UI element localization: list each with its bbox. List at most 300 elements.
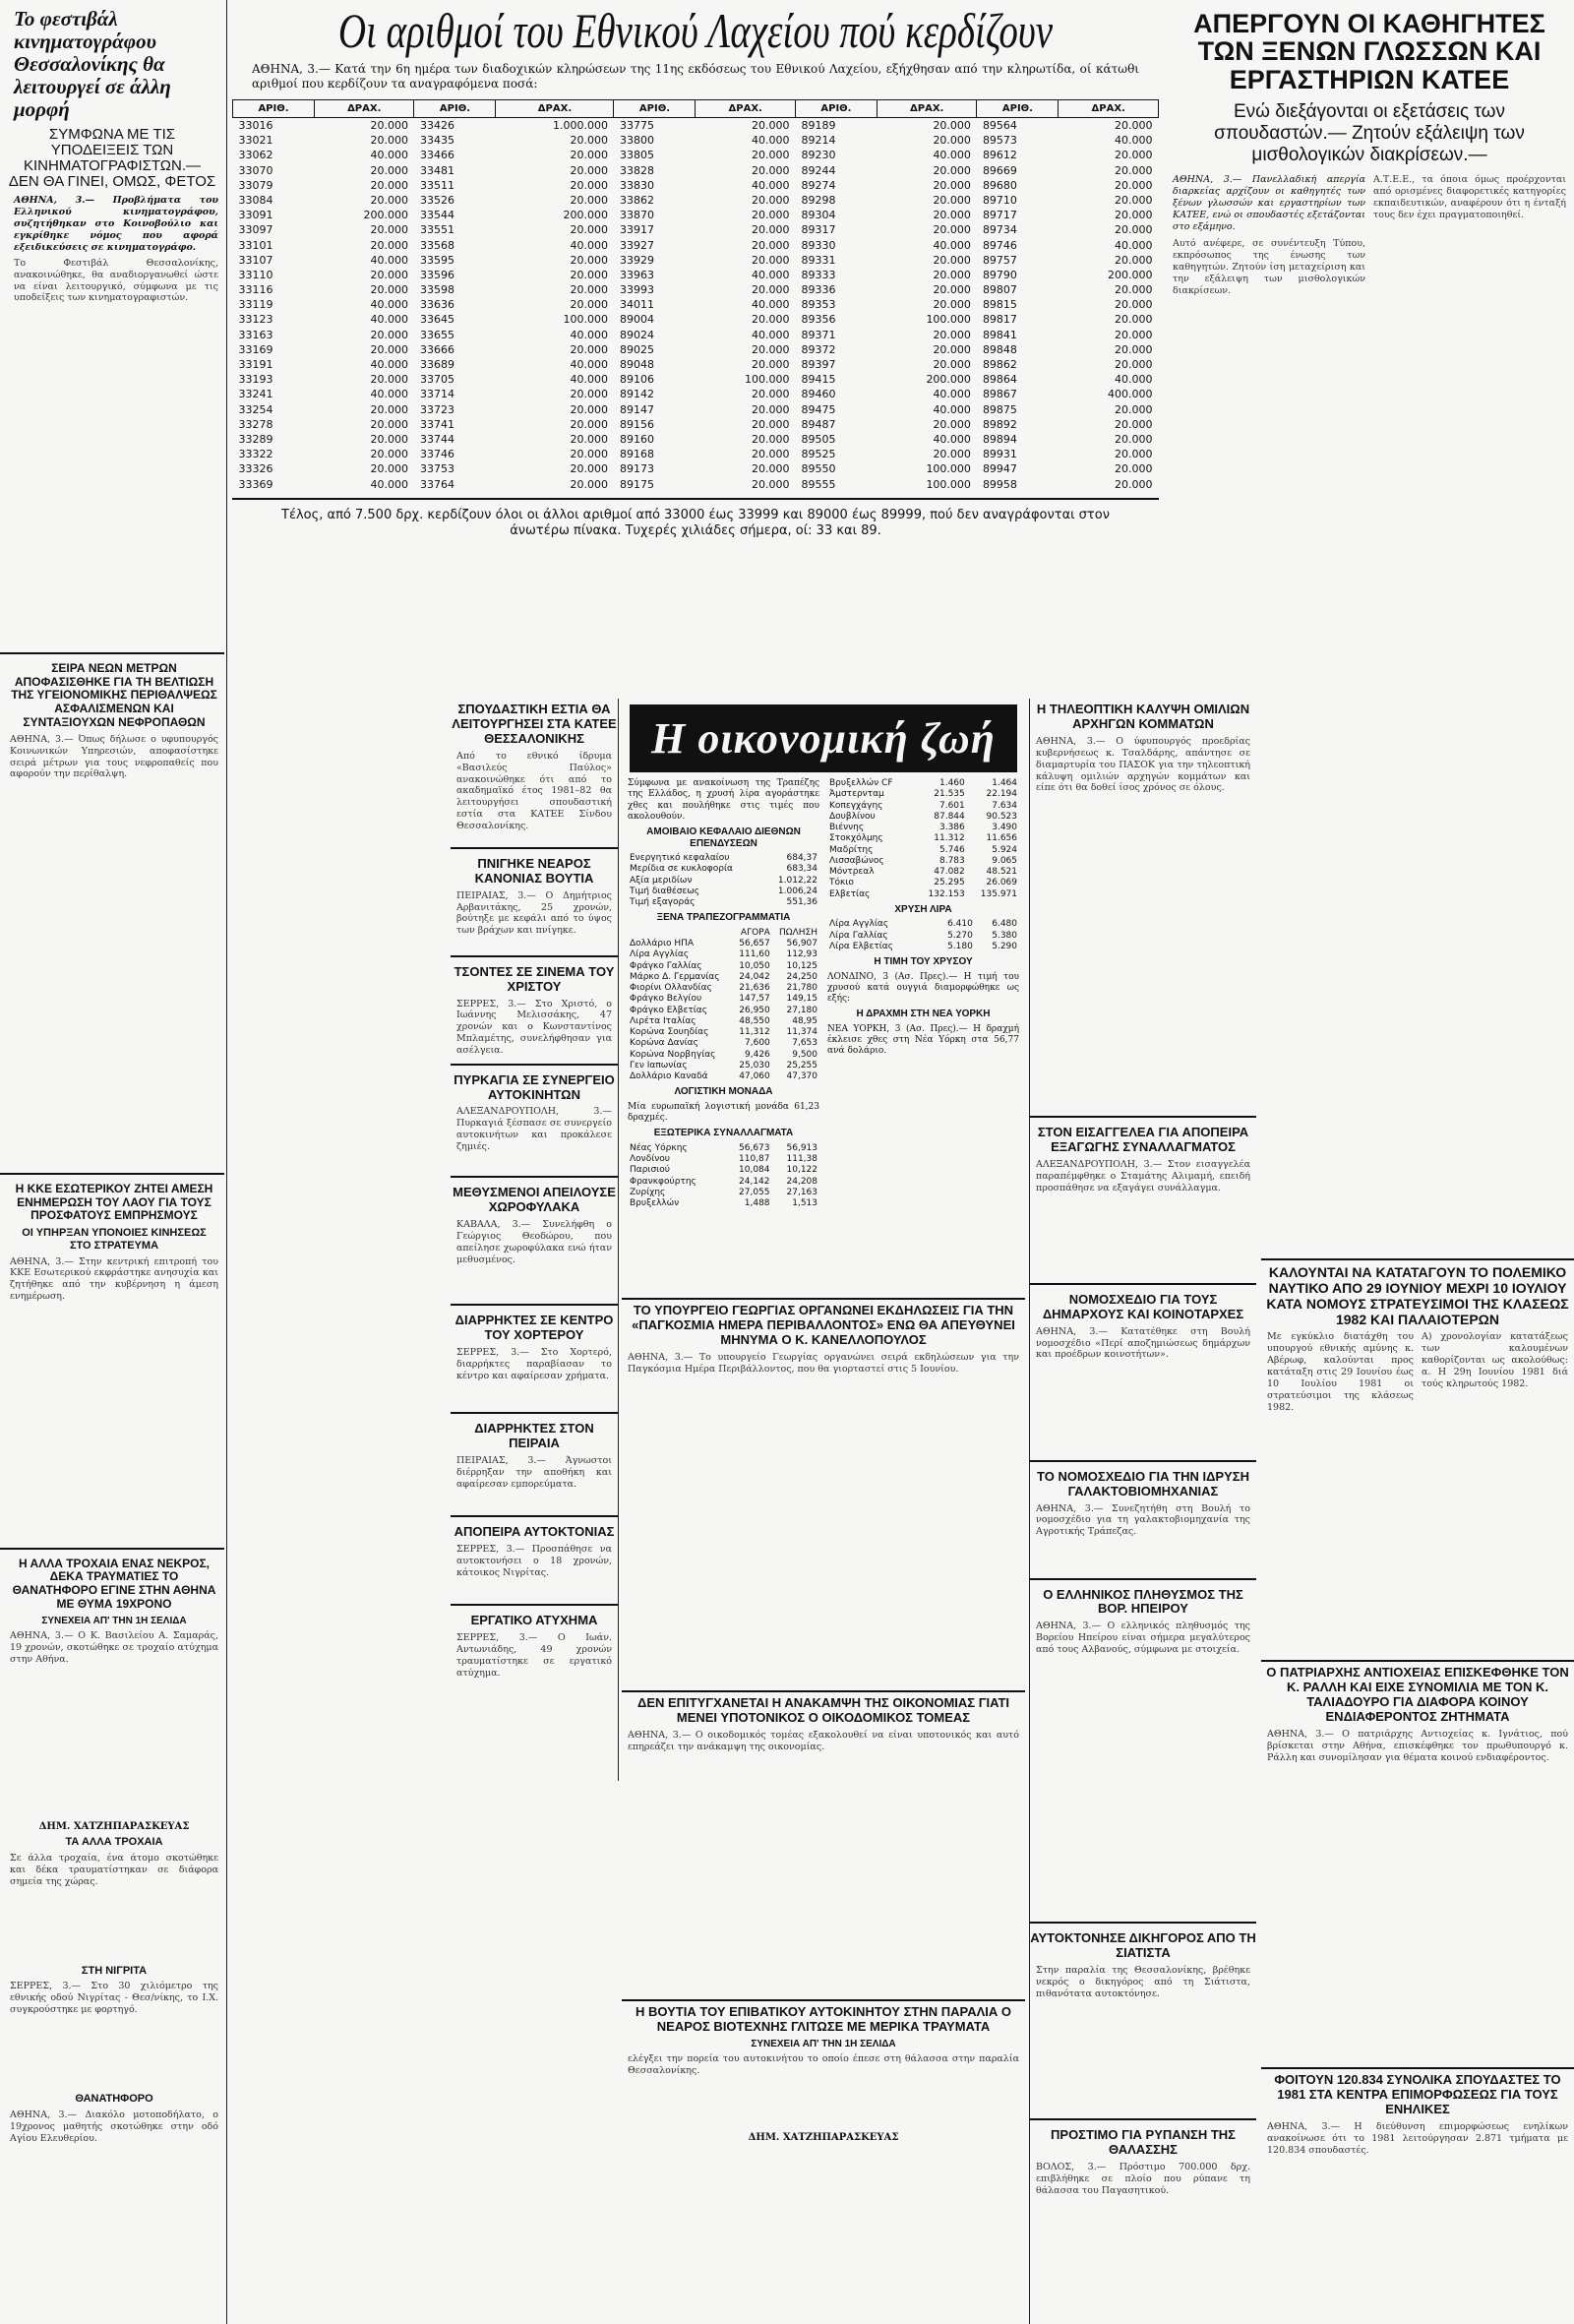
lottery-amount: 20.000: [751, 342, 790, 356]
lottery-amount: 20.000: [570, 402, 608, 416]
lottery-amount: 1.000.000: [552, 119, 608, 132]
tv-coverage-headline: Η ΤΗΛΕΟΠΤΙΚΗ ΚΑΛΥΨΗ ΟΜΙΛΙΩΝ ΑΡΧΗΓΩΝ ΚΟΜΜΑΤΩΝ: [1036, 702, 1250, 731]
fx-row-cell: [628, 928, 733, 939]
rate-row-cell: 11.656: [986, 833, 1017, 844]
fx-row-cell: 21,780: [786, 983, 817, 993]
dairy-bill-headline: ΤΟ ΝΟΜΟΣΧΕΔΙΟ ΓΙΑ ΤΗΝ ΙΔΡΥΣΗ ΓΑΛΑΚΤΟΒΙΟΜΗΧΑΝΙΑΣ: [1037, 1468, 1249, 1498]
lottery-number: 89230: [801, 149, 836, 162]
kke-headline: Η ΚΚΕ ΕΣΩΤΕΡΙΚΟΥ ΖΗΤΕΙ ΑΜΕΣΗ ΕΝΗΜΕΡΩΣΗ ΤΟΥ ΛΑΟΥ ΓΙΑ ΤΟΥΣ ΠΡΟΣΦΑΤΟΥΣ ΕΜΠΡΗΣΜΟΥΣ: [15, 1181, 213, 1223]
lottery-header-cell: ΔΡΑΧ.: [696, 100, 796, 118]
lottery-amount: 20.000: [751, 223, 790, 237]
lottery-number: 33544: [419, 209, 454, 222]
lottery-amount: 20.000: [933, 119, 971, 132]
work-accident-headline: ΕΡΓΑΤΙΚΟ ΑΤΥΧΗΜΑ: [470, 1613, 598, 1627]
fx-row-cell: Φράγκο Γαλλίας: [630, 960, 702, 971]
lottery-amount: 20.000: [1115, 432, 1153, 446]
fx-row-cell: Δολλάριο Καναδά: [630, 1071, 708, 1081]
mutual-fund-row-cell: Ενεργητικό κεφαλαίου: [630, 853, 730, 863]
rate-row-cell: 7.634: [992, 800, 1017, 811]
lottery-number: 89505: [801, 432, 836, 446]
fx-row-cell: 21,636: [739, 983, 770, 993]
lottery-number: 33289: [238, 432, 273, 446]
lottery-amount: 100.000: [926, 477, 971, 491]
burglars-chortero-body: ΣΕΡΡΕΣ, 3.— Στο Χορτερό, διαρρήκτες παραβίασαν το κέντρο και αφαίρεσαν χρήματα.: [456, 1347, 612, 1381]
construction-headline: ΔΕΝ ΕΠΙΤΥΓΧΑΝΕΤΑΙ Η ΑΝΑΚΑΜΨΗ ΤΗΣ ΟΙΚΟΝΟΜΙΑΣ ΓΙΑΤΙ ΜΕΝΕΙ ΥΠΟΤΟΝΙΚΟΣ Ο ΟΙΚΟΔΟΜΙΚΟΣ ΤΟΜΕΑΣ: [622, 1690, 1025, 1726]
fx-row: [628, 972, 819, 983]
lottery-section: [232, 0, 1159, 694]
lottery-number: 33326: [238, 462, 273, 476]
other-traffic-body: Σε άλλα τροχαία, ένα άτομο σκοτώθηκε και δέκα τραυματίστηκαν σε διάφορα σημεία της χώρας.: [10, 1852, 218, 1887]
lottery-number: 89862: [982, 358, 1017, 371]
fx-row-cell: ΠΩΛΗΣΗ: [778, 927, 817, 938]
mutual-fund-row: [628, 897, 819, 908]
lottery-amount: 20.000: [751, 163, 790, 177]
lottery-amount: 40.000: [933, 388, 971, 401]
lottery-header-cell: ΑΡΙΘ.: [414, 100, 496, 118]
rate-row-cell: Ελβετίας: [829, 888, 871, 899]
lottery-amount: 20.000: [370, 342, 408, 356]
lottery-amount: 20.000: [1115, 448, 1153, 461]
lottery-amount: 20.000: [570, 342, 608, 356]
lottery-amount: 40.000: [751, 178, 790, 192]
car-dive-continued: ΣΥΝΕΧΕΙΑ ΑΠ' ΤΗΝ 1Η ΣΕΛΙΔΑ: [751, 2038, 896, 2049]
lottery-amount: 20.000: [570, 388, 608, 401]
lottery-number: 33481: [419, 163, 454, 177]
lottery-number: 89894: [982, 432, 1017, 446]
lottery-number: 89807: [982, 283, 1017, 297]
lottery-amount: 20.000: [1115, 402, 1153, 416]
cinema-body: ΣΕΡΡΕΣ, 3.— Στο Χριστό, ο Ιωάννης Μελισσάκης, 47 χρονών και ο Κωνσταντίνος Μπλαμέτης, συνελήφθησαν για ασέλγεια.: [456, 998, 612, 1057]
rate-row: [827, 801, 1019, 812]
lottery-number: 33636: [419, 298, 454, 312]
fx-row-cell: 7,600: [745, 1038, 770, 1049]
lottery-number: 89214: [801, 134, 836, 148]
lottery-number: 89024: [619, 328, 654, 341]
lottery-amount: 40.000: [570, 358, 608, 371]
mutual-fund-row-cell: 684,37: [786, 853, 817, 863]
column-mid-right: [1029, 699, 1256, 2324]
currency-export-headline: ΣΤΟΝ ΕΙΣΑΓΓΕΛΕΑ ΓΙΑ ΑΠΟΠΕΙΡΑ ΕΞΑΓΩΓΗΣ ΣΥΝΑΛΛΑΓΜΑΤΟΣ: [1037, 1124, 1249, 1154]
lottery-amount: 20.000: [933, 163, 971, 177]
external-fx-row-cell: Λονδίνου: [630, 1154, 670, 1164]
lottery-number: 33169: [238, 342, 273, 356]
lottery-row: [233, 193, 1159, 208]
lottery-number: 89173: [619, 462, 654, 476]
lottery-number: 33079: [238, 178, 273, 192]
rate-row: [827, 856, 1019, 867]
lottery-amount: 20.000: [751, 402, 790, 416]
lottery-amount: 20.000: [751, 313, 790, 327]
lottery-amount: 20.000: [751, 417, 790, 431]
lottery-row: [233, 238, 1159, 253]
lottery-amount: 20.000: [933, 298, 971, 312]
fatal-body: ΑΘΗΝΑ, 3.— Διακόλο μοτοποδήλατο, ο 19χρονος μαθητής σκοτώθηκε στην οδό Αγίου Ελευθερίου.: [10, 2110, 218, 2144]
external-fx-row-cell: Βρυξελλών: [630, 1198, 680, 1208]
mutual-fund-heading: ΑΜΟΙΒΑΙΟ ΚΕΦΑΛΑΙΟ ΔΙΕΘΝΩΝ ΕΠΕΝΔΥΣΕΩΝ: [646, 826, 801, 849]
lottery-number: 33830: [619, 178, 654, 192]
fx-row: [628, 939, 819, 949]
lottery-amount: 20.000: [933, 342, 971, 356]
mutual-fund-row-cell: Αξία μεριδίων: [630, 875, 693, 886]
lottery-amount: 20.000: [751, 477, 790, 491]
fx-row-cell: Μάρκο Δ. Γερμανίας: [630, 971, 720, 982]
environment-body: ΑΘΗΝΑ, 3.— Το υπουργείο Γεωργίας οργανώνει σειρά εκδηλώσεων για την Παγκόσμια Ημέρα Περιβάλλοντος, που θα γιορταστεί στις 5 Ιουνίου.: [628, 1351, 1019, 1375]
kke-body: ΑΘΗΝΑ, 3.— Στην κεντρική επιτροπή του ΚΚΕ Εσωτερικού εκφράστηκε ανησυχία και ζητήθηκε από την κυβέρνηση η άμεση ενημέρωση.: [10, 1255, 218, 1303]
lottery-amount: 20.000: [570, 134, 608, 148]
lottery-number: 33705: [419, 373, 454, 387]
lottery-amount: 40.000: [933, 432, 971, 446]
lottery-number: 89947: [982, 462, 1017, 476]
gold-sovereign-row: [827, 931, 1019, 942]
lottery-number: 33666: [419, 342, 454, 356]
lottery-number: 89550: [801, 462, 836, 476]
accounting-unit-body: Μία ευρωπαϊκή λογιστική μονάδα 61,23 δραχμές.: [628, 1101, 819, 1123]
lottery-number: 89487: [801, 417, 836, 431]
lottery-number: 33091: [238, 209, 273, 222]
rate-row-cell: 48.521: [986, 867, 1017, 877]
lottery-number: 33775: [619, 119, 654, 132]
lottery-amount: 40.000: [1115, 373, 1153, 387]
mutual-fund-row-cell: Μερίδια σε κυκλοφορία: [630, 864, 733, 875]
dairy-bill-body: ΑΘΗΝΑ, 3.— Συνεζητήθη στη Βουλή το νομοσχέδιο για τη γαλακτοβιομηχανία της Αγροτικής Τράπεζας.: [1036, 1502, 1250, 1538]
lottery-amount: 20.000: [933, 328, 971, 341]
teachers-body-1: ΑΘΗΝΑ, 3.— Πανελλαδική απεργία διαρκείας αρχίζουν οι καθηγητές των ξένων γλωσσών και εργαστηρίων των ΚΑΤΕΕ, ενώ οι σπουδαστές εξετάζονται στο εξάμηνο.: [1173, 174, 1365, 232]
lottery-number: 33278: [238, 417, 273, 431]
fx-row-cell: 11,312: [739, 1027, 770, 1037]
gold-sovereign-row-cell: 6.410: [947, 919, 973, 930]
lottery-number: 89680: [982, 178, 1017, 192]
lottery-row: [233, 387, 1159, 401]
fx-row-cell: 149,15: [786, 994, 817, 1005]
external-fx-row-cell: 27,055: [739, 1187, 770, 1197]
lottery-row: [233, 312, 1159, 327]
traffic-body: ΑΘΗΝΑ, 3.— Ο Κ. Βασιλείου Α. Σαμαράς, 19 χρονών, σκοτώθηκε σε τροχαίο ατύχημα στην Αθήνα.: [10, 1630, 218, 1665]
lottery-amount: 100.000: [926, 462, 971, 476]
external-fx-heading: ΕΞΩΤΕΡΙΚΑ ΣΥΝΑΛΛΑΓΜΑΤΑ: [653, 1128, 794, 1139]
environment-headline: ΤΟ ΥΠΟΥΡΓΕΙΟ ΓΕΩΡΓΙΑΣ ΟΡΓΑΝΩΝΕΙ ΕΚΔΗΛΩΣΕΙΣ ΓΙΑ ΤΗΝ «ΠΑΓΚΟΣΜΙΑ ΗΜΕΡΑ ΠΕΡΙΒΑΛΛΟΝΤΟΣ» ΕΝΩ ΘΑ ΑΠΕΥΘΥΝΕΙ ΜΗΝΥΜΑ Ο Κ. ΚΑΝΕΛΛΟΠΟΥΛΟΣ: [622, 1298, 1025, 1348]
rate-row-cell: 8.783: [938, 855, 965, 866]
lottery-number: 89717: [982, 209, 1017, 222]
lottery-amount: 20.000: [933, 253, 971, 267]
lottery-number: 33097: [238, 223, 273, 237]
lottery-number: 33927: [619, 238, 654, 252]
fx-row-cell: 147,57: [739, 994, 770, 1005]
lottery-number: 33021: [238, 134, 273, 148]
fx-row-cell: Κορώνα Νορβηγίας: [630, 1049, 716, 1060]
external-fx-row-cell: Παρισιού: [630, 1165, 670, 1176]
rate-row: [827, 867, 1019, 878]
sea-pollution-headline: ΠΡΟΣΤΙΜΟ ΓΙΑ ΡΥΠΑΝΣΗ ΤΗΣ ΘΑΛΑΣΣΗΣ: [1051, 2127, 1236, 2158]
lottery-amount: 20.000: [751, 432, 790, 446]
lottery-number: 33254: [238, 402, 273, 416]
lottery-amount: 20.000: [570, 268, 608, 281]
lottery-number: 89304: [801, 209, 836, 222]
rate-row-cell: 1.464: [992, 778, 1017, 788]
external-fx-row-cell: 1,488: [744, 1198, 770, 1208]
fx-row-cell: Δολλάριο ΗΠΑ: [630, 939, 695, 948]
lottery-number: 89931: [982, 448, 1017, 461]
fx-row-cell: 47,060: [739, 1071, 770, 1081]
lottery-number: 33963: [619, 268, 654, 281]
lottery-number: 33084: [238, 193, 273, 207]
fatal-heading: ΘΑΝΑΤΗΦΟΡΟ: [75, 2093, 153, 2106]
lottery-number: 33862: [619, 193, 654, 207]
lottery-number: 33062: [238, 149, 273, 162]
fx-row-cell: Κορώνα Σουηδίας: [630, 1027, 709, 1037]
lottery-amount: 20.000: [570, 193, 608, 207]
rate-row-cell: 5.924: [992, 844, 1017, 855]
lottery-amount: 20.000: [370, 402, 408, 416]
lottery-row: [233, 357, 1159, 372]
lottery-amount: 20.000: [370, 119, 408, 132]
lottery-number: 89525: [801, 448, 836, 461]
column-left: [0, 0, 224, 2324]
festival-subhead: ΣΥΜΦΩΝΑ ΜΕ ΤΙΣ ΥΠΟΔΕΙΞΕΙΣ ΤΩΝ ΚΙΝΗΜΑΤΟΓΡΑΦΙΣΤΩΝ.— ΔΕΝ ΘΑ ΓΙΝΕΙ, ΟΜΩΣ, ΦΕΤΟΣ: [8, 126, 216, 190]
lottery-number: 89564: [982, 119, 1017, 132]
lottery-row: [233, 477, 1159, 492]
traffic-continued: ΣΥΝΕΧΕΙΑ ΑΠ' ΤΗΝ 1Η ΣΕΛΙΔΑ: [41, 1615, 187, 1626]
gold-sovereign-row: [827, 919, 1019, 930]
suicide-attempt-headline: ΑΠΟΠΕΙΡΑ ΑΥΤΟΚΤΟΝΙΑΣ: [454, 1524, 615, 1540]
lottery-number: 33551: [419, 223, 454, 237]
lottery-number: 89330: [801, 238, 836, 252]
lottery-amount: 20.000: [1115, 417, 1153, 431]
fx-row: [628, 1006, 819, 1016]
lottery-number: 33116: [238, 283, 273, 297]
external-fx-row-cell: 24,208: [786, 1176, 817, 1187]
lottery-amount: 20.000: [751, 149, 790, 162]
rate-row-cell: Μόντρεαλ: [829, 867, 875, 877]
briefs-column: [451, 699, 619, 1781]
construction-body: ΑΘΗΝΑ, 3.— Ο οικοδομικός τομέας εξακολουθεί να είναι υποτονικός και αυτό επηρεάζει την ανάκαμψη της οικονομίας.: [628, 1729, 1019, 1752]
lottery-number: 33764: [419, 477, 454, 491]
lottery-row: [233, 178, 1159, 193]
column-far-right: [1261, 1254, 1574, 2324]
lottery-amount: 20.000: [370, 328, 408, 341]
external-fx-row-cell: 10,122: [786, 1165, 817, 1176]
lottery-row: [233, 342, 1159, 357]
teachers-subhead: Ενώ διεξάγονται οι εξετάσεις των σπουδαστών.— Ζητούν εξάλειψη των μισθολογικών διακρίσεων.—: [1214, 101, 1525, 166]
burglars-piraeus-headline: ΔΙΑΡΡΗΚΤΕΣ ΣΤΟΝ ΠΕΙΡΑΙΑ: [474, 1421, 594, 1451]
nigrita-heading: ΣΤΗ ΝΙΓΡΙΤΑ: [81, 1964, 148, 1977]
lottery-number: 89848: [982, 342, 1017, 356]
drowned-body: ΠΕΙΡΑΙΑΣ, 3.— Ο Δημήτριος Αρβανιτάκης, 25 χρονών, βούτηξε με κεφάλι από το ύψος των βράχων και πνίγηκε.: [456, 889, 612, 937]
lottery-intro: ΑΘΗΝΑ, 3.— Κατά την 6η ημέρα των διαδοχικών κληρώσεων της 11ης εκδόσεως του Εθνικού Λαχείου, εξήχθησαν από την κληρωτίδα, οί κάτωθι αριθμοί που κερδίζουν τα αναγραφόμενα ποσά:: [252, 62, 1139, 91]
mutual-fund-row-cell: 683,34: [786, 864, 817, 875]
rate-row-cell: 90.523: [986, 811, 1017, 822]
lottery-number: 33596: [419, 268, 454, 281]
lottery-number: 89958: [982, 477, 1017, 491]
lottery-amount: 40.000: [370, 298, 408, 312]
fx-row-cell: 48,95: [792, 1015, 817, 1026]
lottery-amount: 20.000: [933, 358, 971, 371]
lottery-number: 89331: [801, 253, 836, 267]
lottery-amount: 40.000: [751, 268, 790, 281]
rate-row-cell: 47.082: [934, 867, 965, 877]
rate-row-cell: 25.295: [934, 878, 965, 888]
lottery-number: 33568: [419, 238, 454, 252]
lottery-amount: 200.000: [1108, 268, 1153, 281]
lottery-number: 33595: [419, 253, 454, 267]
lottery-footer: Τέλος, από 7.500 δρχ. κερδίζουν όλοι οι άλλοι αριθμοί από 33000 έως 33999 και 89000 έως 89999, πού δεν αναγράφονται στον άνωτέρω πίνακα. Τυχερές χιλιάδες σήμερα, οί: 33 και 89.: [232, 498, 1159, 548]
lottery-amount: 20.000: [570, 223, 608, 237]
lottery-amount: 20.000: [570, 477, 608, 491]
lottery-number: 89875: [982, 402, 1017, 416]
gold-sovereign-row-cell: 6.480: [992, 919, 1017, 930]
lottery-amount: 20.000: [1115, 328, 1153, 341]
fx-row-cell: 11,374: [786, 1027, 817, 1037]
lottery-number: 33511: [419, 178, 454, 192]
rate-row-cell: Άμστερνταμ: [829, 789, 884, 800]
mutual-fund-row: [628, 887, 819, 897]
rate-row: [827, 823, 1019, 833]
fx-row-cell: 56,907: [786, 939, 817, 948]
epirus-population-body: ΑΘΗΝΑ, 3.— Ο ελληνικός πληθυσμός της Βορείου Ηπείρου είναι σήμερα μεγαλύτερος από τους Αλβανούς, σύμφωνα με στοιχεία.: [1036, 1621, 1250, 1656]
tv-coverage-body: ΑΘΗΝΑ, 3.— Ο ύφυπουργός προεδρίας κυβερνήσεως κ. Τσαλδάρης, απάντησε σε διαμαρτυρία του ΠΑΣΟΚ για την τηλεοπτική κάλυψη ομιλιών αρχηγών κομμάτων και είπε ότι θα δοθεί ίσος χρόνος σε όλους.: [1036, 735, 1250, 794]
lottery-amount: 20.000: [1115, 119, 1153, 132]
fx-row: [628, 1061, 819, 1071]
lottery-header-cell: ΔΡΑΧ.: [877, 100, 977, 118]
lottery-number: 89274: [801, 178, 836, 192]
lottery-number: 89160: [619, 432, 654, 446]
lottery-amount: 20.000: [570, 432, 608, 446]
lottery-amount: 40.000: [1115, 134, 1153, 148]
lottery-number: 33526: [419, 193, 454, 207]
fx-row-cell: 56,657: [739, 939, 770, 948]
fire-headline: ΠΥΡΚΑΓΙΑ ΣΕ ΣΥΝΕΡΓΕΙΟ ΑΥΤΟΚΙΝΗΤΩΝ: [454, 1071, 615, 1102]
gold-sovereign-row-cell: 5.180: [947, 941, 973, 951]
lottery-amount: 20.000: [1115, 313, 1153, 327]
kke-subhead: ΟΙ ΥΠΗΡΞΑΝ ΥΠΟΝΟΙΕΣ ΚΙΝΗΣΕΩΣ ΣΤΟ ΣΤΡΑΤΕΥΜΑ: [22, 1227, 207, 1252]
health-headline: ΣΕΙΡΑ ΝΕΩΝ ΜΕΤΡΩΝ ΑΠΟΦΑΣΙΣΘΗΚΕ ΓΙΑ ΤΗ ΒΕΛΤΙΩΣΗ ΤΗΣ ΥΓΕΙΟΝΟΜΙΚΗΣ ΠΕΡΙΘΑΛΨΕΩΣ ΑΣΦΑΛΙΣΜΕΝΩΝ ΚΑΙ ΣΥΝΤΑΞΙΟΥΧΩΝ ΝΕΦΡΟΠΑΘΩΝ: [11, 660, 217, 730]
lottery-amount: 20.000: [570, 462, 608, 476]
teachers-body-3: Α.Τ.Ε.Ε., τα όποια όμως προέρχονται από ορισμένες διαφορετικές κατηγορίες εκπαιδευτικών, αναφέρουν ότι η ένταξή τους δεν έχει πραγματοποιηθεί.: [1373, 174, 1566, 220]
lottery-number: 33929: [619, 253, 654, 267]
lottery-number: 33101: [238, 238, 273, 252]
fx-row-cell: 48,550: [739, 1015, 770, 1026]
lottery-number: 33369: [238, 477, 273, 491]
rate-row-cell: 135.971: [980, 888, 1017, 899]
gold-sovereign-table: [827, 919, 1019, 952]
lottery-amount: 40.000: [570, 238, 608, 252]
fx-row: [628, 1038, 819, 1049]
lottery-number: 89372: [801, 342, 836, 356]
lottery-number: 33435: [419, 134, 454, 148]
lottery-amount: 20.000: [570, 163, 608, 177]
lottery-number: 89336: [801, 283, 836, 297]
lottery-amount: 20.000: [370, 432, 408, 446]
lottery-amount: 40.000: [370, 477, 408, 491]
fx-row-cell: Φράγκο Βελγίου: [630, 994, 702, 1005]
lottery-amount: 20.000: [370, 283, 408, 297]
external-fx-row-cell: 27,163: [786, 1187, 817, 1197]
fx-row-cell: 111,60: [739, 949, 770, 960]
lottery-amount: 20.000: [1115, 149, 1153, 162]
fx-row: [628, 1050, 819, 1061]
patriarch-headline: Ο ΠΑΤΡΙΑΡΧΗΣ ΑΝΤΙΟΧΕΙΑΣ ΕΠΙΣΚΕΦΘΗΚΕ ΤΟΝ Κ. ΡΑΛΛΗ ΚΑΙ ΕΙΧΕ ΣΥΝΟΜΙΛΙΑ ΜΕ ΤΟΝ Κ. ΤΑΛΙΑΔΟΥΡΟ ΓΙΑ ΔΙΑΦΟΡΑ ΚΟΙΝΟΥ ΕΝΔΙΑΦΕΡΟΝΤΟΣ ΖΗΤΗΜΑΤΑ: [1261, 1660, 1574, 1725]
lottery-row: [233, 461, 1159, 476]
lottery-amount: 20.000: [933, 193, 971, 207]
lottery-number: 33917: [619, 223, 654, 237]
festival-headline: Το φεστιβάλ κινηματογράφου Θεσσαλονίκης θα λειτουργεί σε άλλη μορφή: [14, 7, 171, 122]
lottery-header-cell: ΑΡΙΘ.: [977, 100, 1059, 118]
lottery-row: [233, 253, 1159, 268]
lottery-number: 33322: [238, 448, 273, 461]
lottery-number: 33016: [238, 119, 273, 132]
lottery-amount: 20.000: [570, 253, 608, 267]
lawyer-suicide-body: Στην παραλία της Θεσσαλονίκης, βρέθηκε νεκρός ο δικηγόρος από τη Σιάτιστα, πιθανότατα αυτοκτόνησε.: [1036, 1965, 1250, 1999]
lottery-amount: 20.000: [933, 223, 971, 237]
lottery-number: 33426: [419, 119, 454, 132]
lottery-number: 89669: [982, 163, 1017, 177]
rate-row-cell: 1.460: [938, 778, 965, 788]
mayors-bill-headline: ΝΟΜΟΣΧΕΔΙΟ ΓΙΑ ΤΟΥΣ ΔΗΜΑΡΧΟΥΣ ΚΑΙ ΚΟΙΝΟΤΑΡΧΕΣ: [1042, 1291, 1244, 1321]
lottery-number: 33993: [619, 283, 654, 297]
lottery-amount: 20.000: [933, 134, 971, 148]
lottery-number: 33870: [619, 209, 654, 222]
external-fx-row-cell: 56,673: [739, 1142, 770, 1153]
gold-price-heading: Η ΤΙΜΗ ΤΟΥ ΧΡΥΣΟΥ: [874, 956, 973, 967]
lottery-amount: 20.000: [370, 163, 408, 177]
lottery-header-cell: ΑΡΙΘ.: [614, 100, 696, 118]
rate-row-cell: 7.601: [938, 800, 965, 811]
lottery-amount: 40.000: [370, 313, 408, 327]
gold-sovereign-row-cell: 5.380: [992, 930, 1017, 941]
rate-row-cell: 26.069: [986, 878, 1017, 888]
mutual-fund-row-cell: Τιμή εξαγοράς: [630, 897, 696, 907]
lottery-amount: 20.000: [751, 283, 790, 297]
lottery-amount: 40.000: [751, 328, 790, 341]
epirus-population-headline: Ο ΕΛΛΗΝΙΚΟΣ ΠΛΗΘΥΣΜΟΣ ΤΗΣ ΒΟΡ. ΗΠΕΙΡΟΥ: [1043, 1586, 1243, 1617]
lottery-amount: 20.000: [1115, 298, 1153, 312]
lottery-number: 89867: [982, 388, 1017, 401]
lottery-number: 33107: [238, 253, 273, 267]
lottery-number: 33598: [419, 283, 454, 297]
lottery-number: 33746: [419, 448, 454, 461]
lottery-number: 33753: [419, 462, 454, 476]
lottery-amount: 20.000: [1115, 223, 1153, 237]
currency-export-body: ΑΛΕΞΑΝΔΡΟΥΠΟΛΗ, 3.— Στον εισαγγελέα παραπέμφθηκε ο Σταμάτης Αλιμαμή, επειδή προσπάθησε να εξαγάγει συνάλλαγμα.: [1036, 1158, 1250, 1193]
rate-row: [827, 845, 1019, 856]
traffic-headline: Η ΑΛΛΑ ΤΡΟΧΑΙΑ ΕΝΑΣ ΝΕΚΡΟΣ, ΔΕΚΑ ΤΡΑΥΜΑΤΙΕΣ ΤΟ ΘΑΝΑΤΗΦΟΡΟ ΕΓΙΝΕ ΣΤΗΝ ΑΘΗΝΑ ΜΕ ΘΥΜΑ 19ΧΡΟΝΟ: [12, 1556, 216, 1611]
lottery-number: 89168: [619, 448, 654, 461]
lottery-number: 89790: [982, 268, 1017, 281]
gold-sovereign-row-cell: Λίρα Γαλλίας: [829, 930, 888, 941]
fx-row-cell: Γεν Ιαπωνίας: [630, 1060, 688, 1070]
economy-intro: Σύμφωνα με ανακοίνωση της Τραπέζης της Ελλάδος, η χρυσή λίρα αγοράστηκε χθες και πουλήθηκε στις τιμές που ακολουθούν.: [628, 778, 819, 822]
lottery-amount: 40.000: [570, 373, 608, 387]
fx-row-cell: 25,255: [786, 1060, 817, 1070]
lawyer-suicide-headline: ΑΥΤΟΚΤΟΝΗΣΕ ΔΙΚΗΓΟΡΟΣ ΑΠΟ ΤΗ ΣΙΑΤΙΣΤΑ: [1030, 1930, 1256, 1961]
gold-sovereign-row: [827, 942, 1019, 952]
lottery-row: [233, 447, 1159, 461]
navy-body-1: Με εγκύκλιο διατάχθη του υπουργού εθνικής αμύνης κ. Αβέρωφ, καλούνται προς κατάταξη στις 29 Ιουνίου έως 10 Ιουλίου 1981 οι στρατεύσιμοι της κλάσεως 1982.: [1267, 1331, 1414, 1413]
rate-row: [827, 889, 1019, 900]
gold-sovereign-row-cell: Λίρα Αγγλίας: [829, 919, 889, 930]
lottery-amount: 20.000: [370, 134, 408, 148]
lottery-number: 89333: [801, 268, 836, 281]
lottery-amount: 40.000: [751, 298, 790, 312]
lottery-row: [233, 297, 1159, 312]
lottery-amount: 40.000: [570, 328, 608, 341]
lottery-number: 33828: [619, 163, 654, 177]
hostel-body: Από το εθνικό ίδρυμα «Βασιλεύς Παύλος» ανακοινώθηκε ότι από το ακαδημαϊκό έτος 1981–82 θα λειτουργήσει σπουδαστική εστία στα ΚΑΤΕΕ Σίνδου Θεσσαλονίκης.: [456, 750, 612, 832]
lottery-amount: 20.000: [751, 119, 790, 132]
external-fx-row-cell: 110,87: [739, 1154, 770, 1164]
work-accident-body: ΣΕΡΡΕΣ, 3.— Ο Ιωάν. Αντωνιάδης, 49 χρονών τραυματίστηκε σε εργατικό ατύχημα.: [456, 1631, 612, 1679]
gold-sovereign-row-cell: Λίρα Ελβετίας: [829, 941, 894, 951]
lottery-row: [233, 402, 1159, 417]
